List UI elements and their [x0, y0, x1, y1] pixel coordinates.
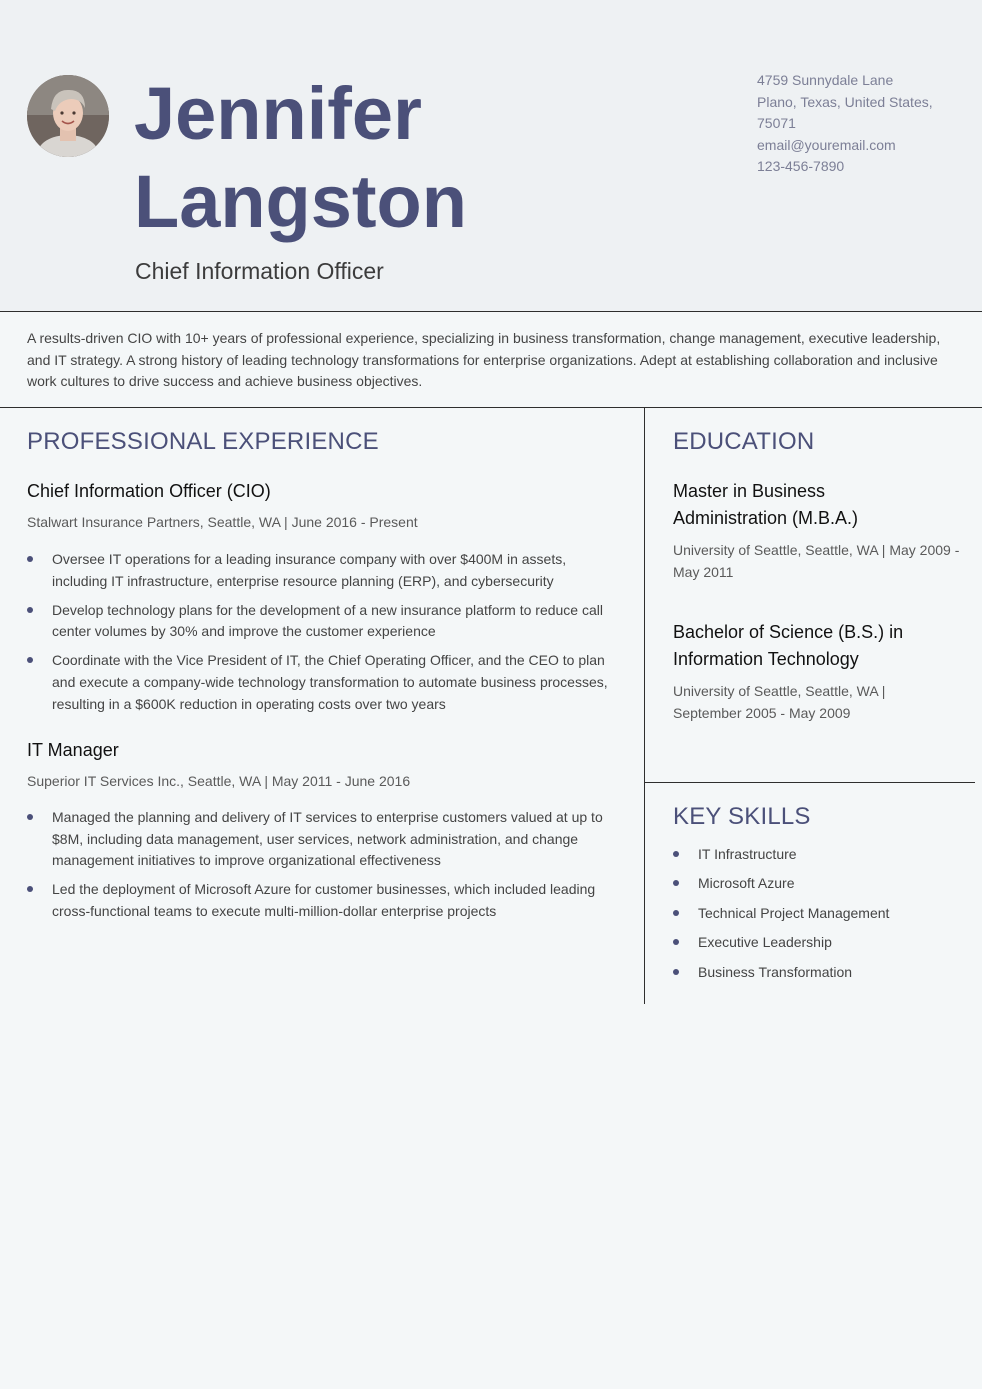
degree-2-line-1: Bachelor of Science (B.S.) in — [673, 622, 904, 642]
bullet-text: Coordinate with the Vice President of IT, the Chief Operating Officer, and the CEO to plan and execute a company-wide technology transformation to automate business processes, resulting in a $600K reduction in operating costs over two years — [52, 652, 608, 712]
degree-2 — [673, 619, 903, 673]
job-title-1: Chief Information Officer (CIO) — [27, 481, 271, 501]
skill-text: Executive Leadership — [698, 934, 832, 951]
degree-2-meta-line-2: September 2005 - May 2009 — [673, 705, 851, 721]
degree-2-line-2: Information Technology — [673, 649, 859, 669]
list-item — [673, 844, 963, 866]
address-line-3: 75071 — [757, 115, 796, 132]
header-divider — [0, 311, 982, 312]
job-title-2: IT Manager — [27, 740, 119, 760]
profile-photo-icon — [27, 75, 109, 157]
bullet-icon — [673, 969, 679, 975]
first-name: Jennifer — [134, 72, 422, 155]
job-bullets-2 — [27, 807, 622, 930]
summary-paragraph: A results-driven CIO with 10+ years of professional experience, specializing in business transformation, change management, executive leadership, and IT strategy. A strong history of leading technology transformations for enterprise organizations. Adept at establishing collaboration and inclusive work cultures to drive success and achieve business objectives. — [27, 330, 941, 390]
list-item — [673, 903, 963, 925]
profile-photo — [27, 75, 109, 157]
list-item — [673, 932, 963, 954]
last-name: Langston — [134, 160, 467, 243]
bullet-icon — [673, 880, 679, 886]
skills-heading: KEY SKILLS — [673, 803, 811, 830]
column-divider — [644, 408, 645, 1004]
job-meta-1: Stalwart Insurance Partners, Seattle, WA | June 2016 - Present — [27, 514, 418, 530]
email-address[interactable]: email@youremail.com — [757, 136, 896, 153]
job-bullets-1 — [27, 549, 622, 723]
bullet-icon — [27, 556, 33, 562]
degree-2-meta — [673, 680, 885, 724]
degree-1-line-1: Master in Business — [673, 481, 826, 501]
degree-1-line-2: Administration (M.B.A.) — [673, 508, 859, 528]
bullet-icon — [27, 814, 33, 820]
list-item — [673, 962, 963, 984]
bullet-icon — [27, 607, 33, 613]
skill-text: IT Infrastructure — [698, 846, 797, 862]
bullet-text: Managed the planning and delivery of IT services to enterprise customers valued at up to $8M, including data management, user services, network administration, and change management initiatives to improve organizational effectiveness — [52, 809, 603, 869]
degree-1-meta — [673, 539, 959, 583]
degree-1 — [673, 478, 858, 532]
candidate-title: Chief Information Officer — [135, 258, 384, 284]
phone-number[interactable]: 123-456-7890 — [757, 158, 845, 175]
education-heading: EDUCATION — [673, 428, 815, 455]
bullet-icon — [673, 910, 679, 916]
summary-divider — [0, 407, 982, 408]
contact-info — [757, 70, 957, 178]
address-line-1: 4759 Sunnydale Lane — [757, 72, 894, 88]
skill-text: Microsoft Azure — [698, 875, 795, 892]
bullet-icon — [27, 657, 33, 663]
list-item — [27, 600, 622, 643]
list-item — [27, 549, 622, 592]
bullet-text: Led the deployment of Microsoft Azure for customer businesses, which included leading cross-functional teams to execute multi-million-dollar enterprise projects — [52, 881, 596, 919]
candidate-name — [134, 70, 467, 246]
list-item — [27, 879, 622, 922]
experience-heading: PROFESSIONAL EXPERIENCE — [27, 428, 379, 455]
list-item — [27, 650, 622, 715]
bullet-text: Develop technology plans for the development of a new insurance platform to reduce call center volumes by 30% and improve the customer experience — [52, 601, 603, 640]
bullet-icon — [27, 886, 33, 892]
skill-text: Technical Project Management — [698, 904, 890, 921]
address-line-2: Plano, Texas, United States, — [757, 93, 933, 110]
skill-text: Business Transformation — [698, 963, 853, 980]
list-item — [27, 807, 622, 872]
education-divider — [645, 782, 975, 783]
skills-list — [673, 844, 963, 991]
bullet-text: Oversee IT operations for a leading insurance company with over $400M in assets, including IT infrastructure, enterprise resource planning (ERP), and cybersecurity — [52, 551, 567, 589]
degree-1-meta-line-1: University of Seattle, Seattle, WA | May 2009 - — [673, 542, 960, 558]
list-item — [673, 873, 963, 895]
bullet-icon — [673, 939, 679, 945]
bullet-icon — [673, 851, 679, 857]
job-meta-2: Superior IT Services Inc., Seattle, WA | May 2011 - June 2016 — [27, 773, 411, 789]
degree-2-meta-line-1: University of Seattle, Seattle, WA | — [673, 683, 886, 699]
degree-1-meta-line-2: May 2011 — [673, 564, 734, 580]
